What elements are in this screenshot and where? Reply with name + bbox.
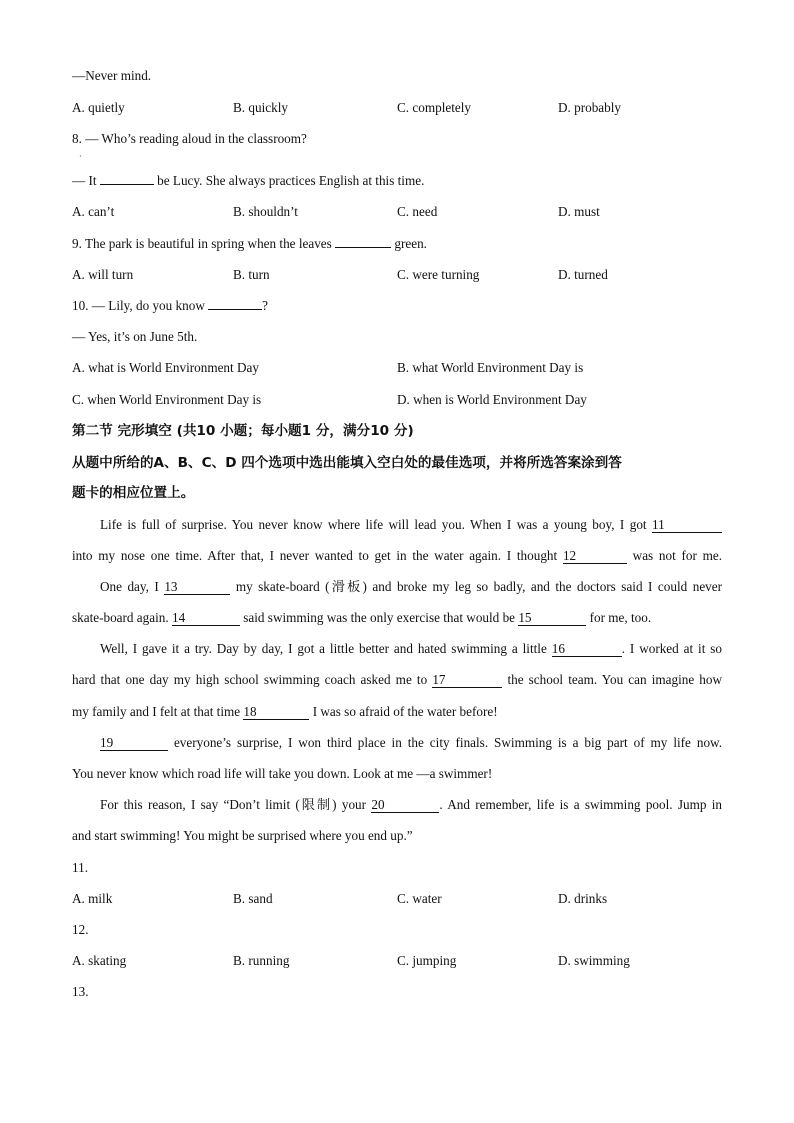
q9-option-b: B. turn [233,267,270,282]
passage-line [100,640,722,658]
passage-line [100,516,722,534]
q8-option-d: D. must [558,204,600,219]
passage-text: skate-board again. [72,610,169,625]
q8-reply-before: — It [72,173,97,188]
q9-stem-after: green. [394,236,427,251]
passage-text: hard that one day my high school swimming coach asked me to [72,672,428,687]
passage-text: my skate-board (滑板) and broke my leg so badly, and the doctors said I could never [235,579,723,594]
q12-option-c: C. jumping [397,953,457,968]
stray-mark: · [79,152,82,161]
blank-16: 16 [552,642,622,657]
q8-option-b: B. shouldn’t [233,204,298,219]
passage-line [72,703,722,721]
q7-reply: —Never mind. [72,68,152,83]
answer-blank [100,184,154,185]
q10-option-b: B. what World Environment Day is [397,360,584,375]
blank-11: 11 [652,518,722,533]
passage-line [72,765,722,783]
q11-number: 11. [72,860,88,875]
q9-option-a: A. will turn [72,267,134,282]
blank-12: 12 [563,549,627,564]
passage-line [100,796,722,814]
q11-option-b: B. sand [233,891,273,906]
blank-14: 14 [172,611,240,626]
passage-text: for me, too. [589,610,652,625]
blank-17: 17 [432,673,502,688]
q9-option-d: D. turned [558,267,608,282]
q8-reply [72,172,424,190]
q10-stem [72,297,268,315]
passage-line [72,827,722,845]
blank-20: 20 [371,798,439,813]
passage-text: was not for me. [632,548,723,563]
q9-stem-before: 9. The park is beautiful in spring when the leaves [72,236,332,251]
blank-19: 19 [100,736,168,751]
passage-text: the school team. You can imagine how [507,672,723,687]
passage-text: I was so afraid of the water before! [312,704,498,719]
q12-option-b: B. running [233,953,290,968]
passage-text: everyone’s surprise, I won third place in the city finals. Swimming is a big part of my life now. [173,735,722,750]
q10-option-c: C. when World Environment Day is [72,392,262,407]
q9-stem [72,235,427,253]
q12-option-d: D. swimming [558,953,630,968]
q8-option-a: A. can’t [72,204,115,219]
passage-text: One day, I [100,579,159,594]
passage-line [100,734,722,752]
q7-option-b: B. quickly [233,100,288,115]
q12-option-a: A. skating [72,953,127,968]
q9-option-c: C. were turning [397,267,480,282]
q11-option-c: C. water [397,891,442,906]
passage-text: Life is full of surprise. You never know where life will lead you. When I was a young boy, I got [100,517,647,532]
q8-reply-after: be Lucy. She always practices English at this time. [157,173,425,188]
q7-option-a: A. quietly [72,100,125,115]
q10-option-d: D. when is World Environment Day [397,392,587,407]
q10-reply: — Yes, it’s on June 5th. [72,329,198,344]
blank-18: 18 [243,705,309,720]
passage-text: my family and I felt at that time [72,704,241,719]
q8-stem: 8. — Who’s reading aloud in the classroom? [72,131,307,146]
q13-number: 13. [72,984,89,999]
q10-option-a: A. what is World Environment Day [72,360,259,375]
section-instruction-cont: 题卡的相应位置上。 [72,485,195,501]
q7-option-c: C. completely [397,100,471,115]
section-title: 第二节 完形填空 (共10 小题；每小题1 分，满分10 分) [72,423,414,439]
passage-text: and start swimming! You might be surprised where you end up.” [72,828,413,843]
q12-number: 12. [72,922,89,937]
blank-15: 15 [518,611,586,626]
passage-text: . And remember, life is a swimming pool. Jump in [439,797,722,812]
q10-stem-before: 10. — Lily, do you know [72,298,205,313]
passage-text: into my nose one time. After that, I never wanted to get in the water again. I thought [72,548,558,563]
q8-option-c: C. need [397,204,438,219]
blank-13: 13 [164,580,230,595]
passage-line [100,578,722,596]
section-instruction: 从题中所给的A、B、C、D 四个选项中选出能填入空白处的最佳选项，并将所选答案涂到答 [72,455,622,471]
passage-line [72,609,722,627]
answer-blank [335,247,391,248]
passage-text: You never know which road life will take you down. Look at me —a swimmer! [72,766,493,781]
passage-line [72,547,722,565]
q11-option-d: D. drinks [558,891,608,906]
passage-line [72,671,722,689]
passage-text: . I worked at it so [621,641,723,656]
passage-text: For this reason, I say “Don’t limit (限制) your [100,797,367,812]
answer-blank [208,309,262,310]
q7-option-d: D. probably [558,100,621,115]
q11-option-a: A. milk [72,891,113,906]
passage-text: said swimming was the only exercise that would be [243,610,516,625]
passage-text: Well, I gave it a try. Day by day, I got a little better and hated swimming a little [100,641,547,656]
q10-stem-after: ? [262,298,269,313]
